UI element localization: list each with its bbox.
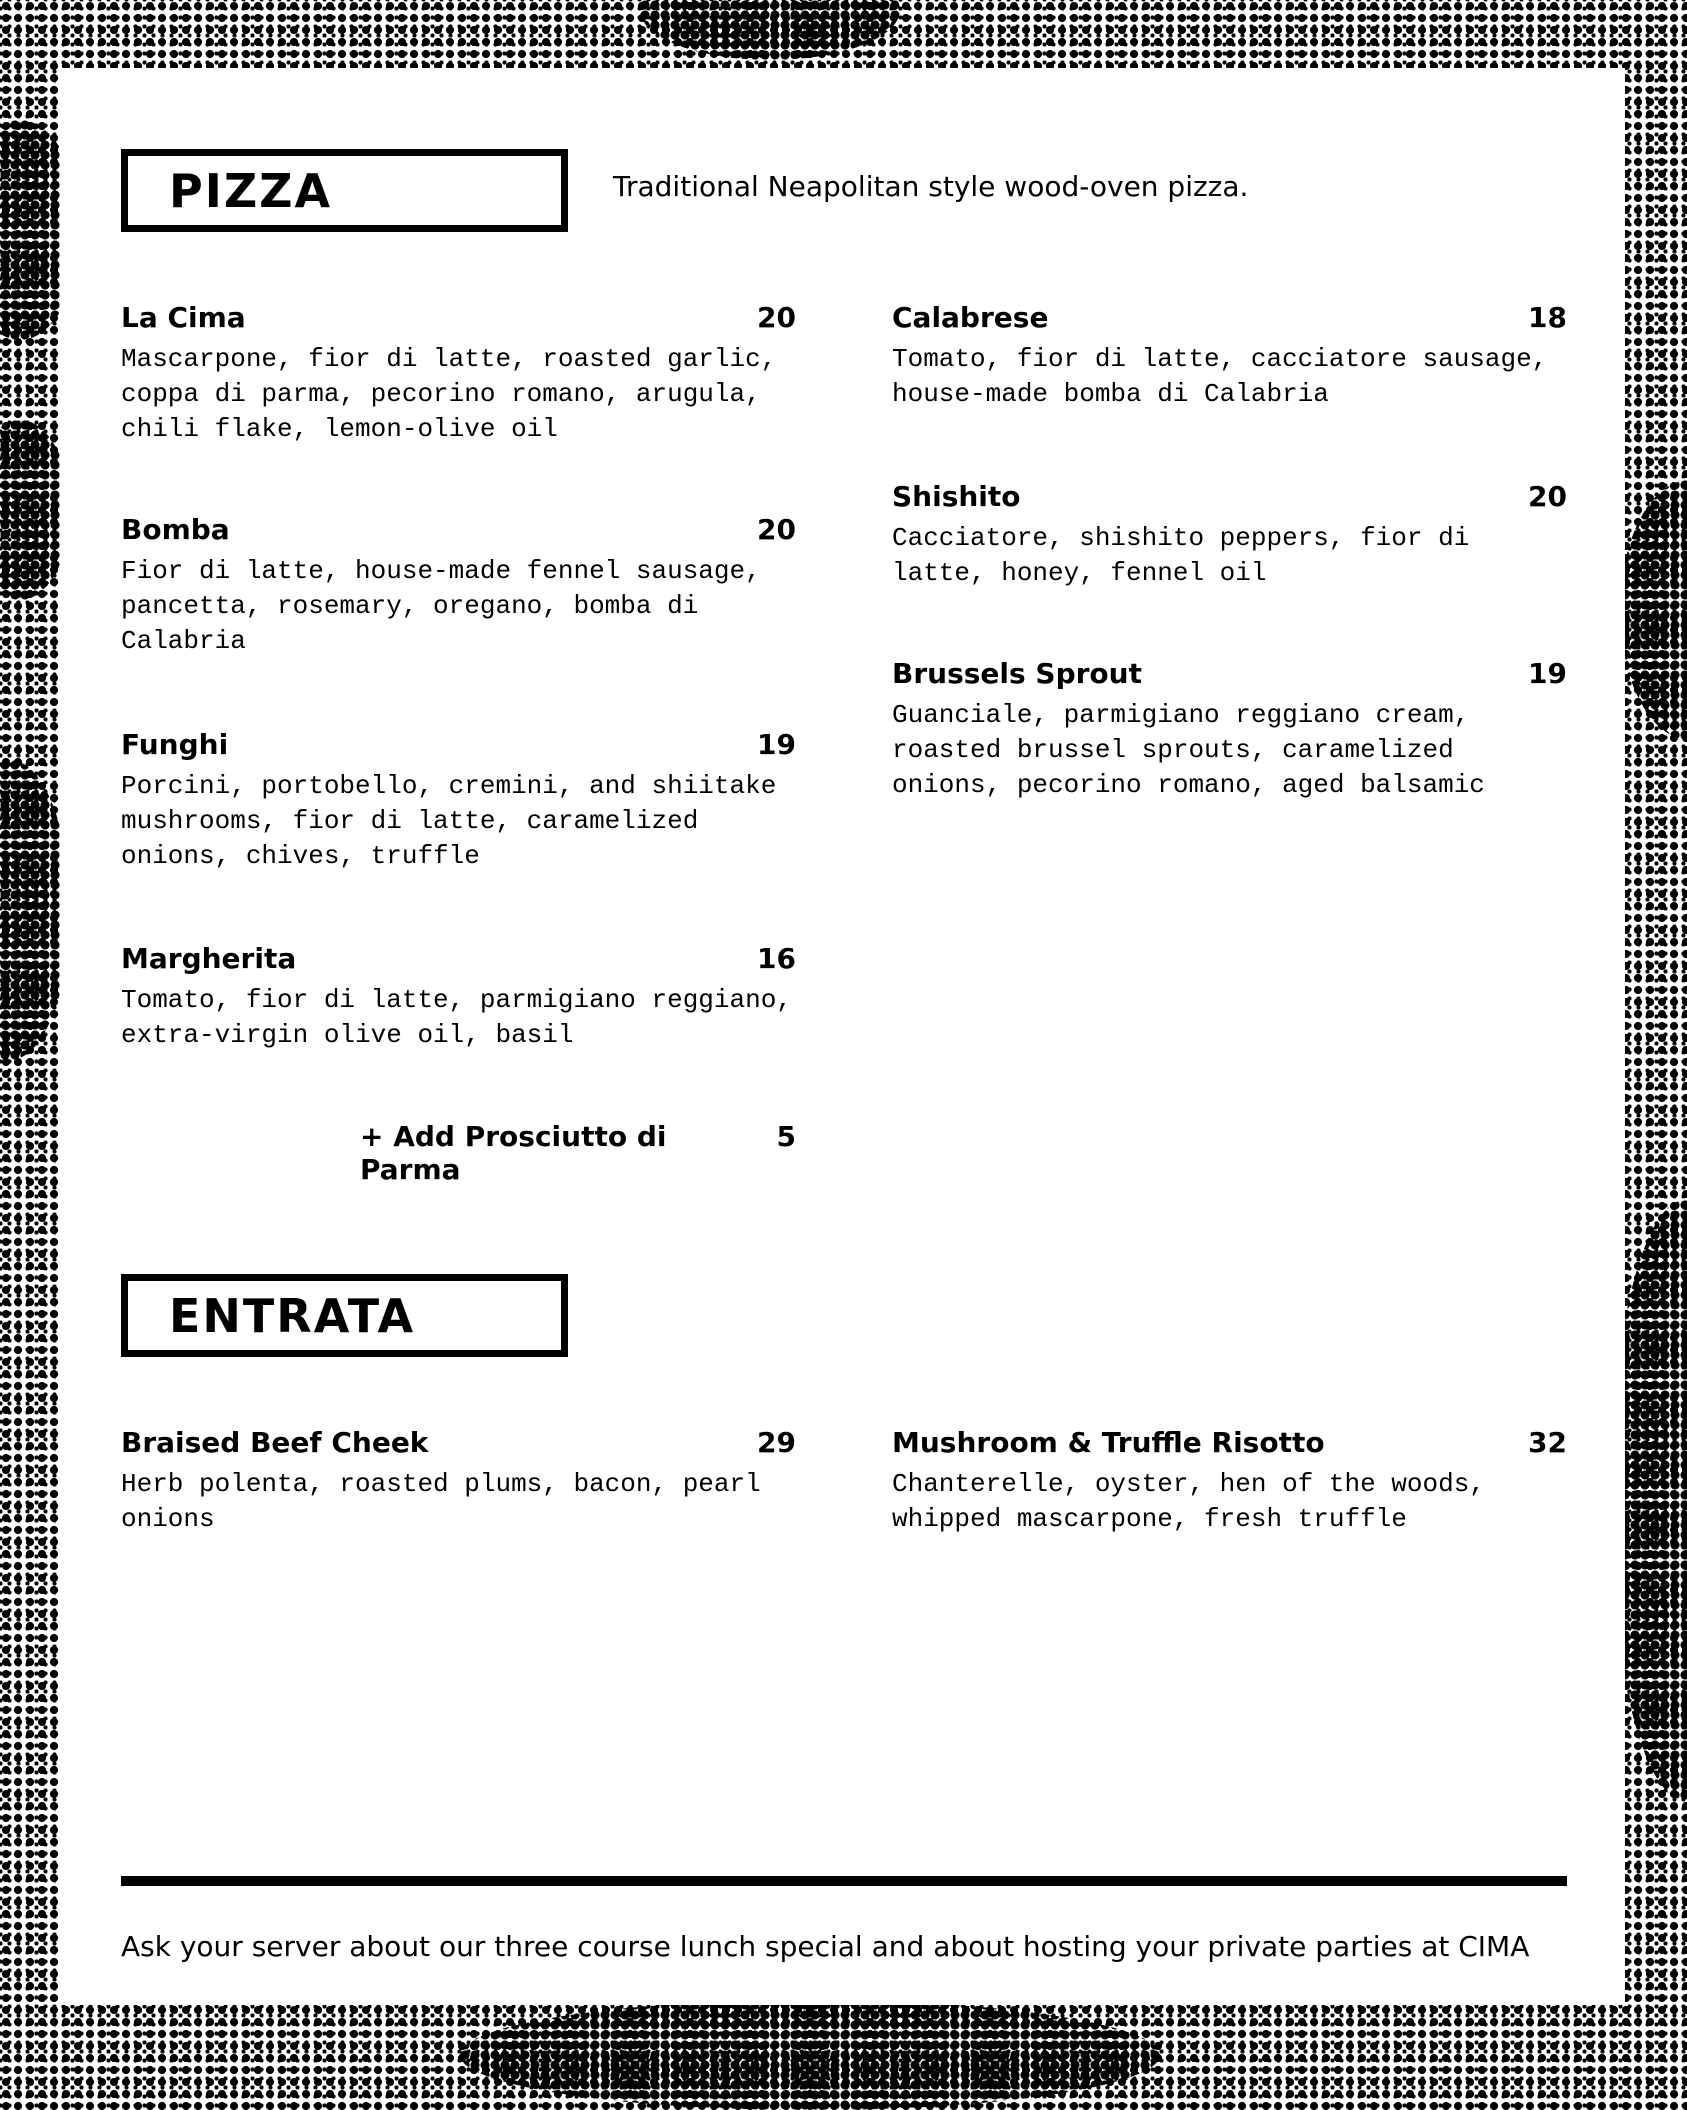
menu-item [121, 941, 796, 1053]
menu-item [121, 727, 796, 874]
item-price: 29 [757, 1426, 796, 1459]
item-price: 20 [1528, 480, 1567, 513]
item-name: Mushroom & Truffle Risotto [892, 1426, 1325, 1459]
halftone-texture [1620, 480, 1687, 740]
item-price: 16 [757, 942, 796, 975]
addon-label: + Add Prosciutto di Parma [360, 1120, 667, 1186]
halftone-texture [640, 0, 900, 60]
menu-item [892, 656, 1567, 803]
menu-item [121, 1425, 796, 1537]
item-price: 20 [757, 513, 796, 546]
item-description: Guanciale, parmigiano reggiano cream, roasted brussel sprouts, caramelized onions, pecorino romano, aged balsamic [892, 700, 1485, 800]
menu-item [121, 300, 796, 447]
item-description: Tomato, fior di latte, parmigiano reggiano, extra-virgin olive oil, basil [121, 985, 792, 1050]
entrata-section-title: ENTRATA [121, 1274, 568, 1357]
addon-price: 5 [776, 1120, 796, 1153]
item-price: 18 [1528, 301, 1567, 334]
item-name: Braised Beef Cheek [121, 1426, 429, 1459]
item-description: Herb polenta, roasted plums, bacon, pearl onions [121, 1469, 761, 1534]
menu-item [892, 300, 1567, 412]
item-price: 19 [1528, 657, 1567, 690]
item-name: Funghi [121, 728, 229, 761]
menu-item [892, 479, 1567, 591]
item-name: Margherita [121, 942, 297, 975]
item-description: Fior di latte, house-made fennel sausage, pancetta, rosemary, oregano, bomba di Calabria [121, 556, 761, 656]
item-description: Tomato, fior di latte, cacciatore sausage, house-made bomba di Calabria [892, 344, 1548, 409]
addon-line [360, 1120, 796, 1186]
item-name: Bomba [121, 513, 230, 546]
footer-divider [121, 1876, 1567, 1886]
menu-item [892, 1425, 1567, 1537]
pizza-section-description: Traditional Neapolitan style wood-oven pizza. [613, 170, 1249, 203]
item-description: Porcini, portobello, cremini, and shiitake mushrooms, fior di latte, caramelized onions, chives, truffle [121, 771, 777, 871]
item-name: Brussels Sprout [892, 657, 1142, 690]
pizza-section-title: PIZZA [121, 149, 568, 232]
item-description: Chanterelle, oyster, hen of the woods, whipped mascarpone, fresh truffle [892, 1469, 1485, 1534]
item-name: Calabrese [892, 301, 1049, 334]
item-price: 20 [757, 301, 796, 334]
item-name: Shishito [892, 480, 1021, 513]
item-price: 19 [757, 728, 796, 761]
footer-note: Ask your server about our three course lunch special and about hosting your private parties at CIMA [121, 1930, 1530, 1963]
halftone-texture [460, 2000, 1160, 2110]
menu-page [60, 68, 1625, 2005]
item-description: Cacciatore, shishito peppers, fior di latte, honey, fennel oil [892, 523, 1470, 588]
item-price: 32 [1528, 1426, 1567, 1459]
menu-item [121, 512, 796, 659]
item-name: La Cima [121, 301, 246, 334]
item-description: Mascarpone, fior di latte, roasted garlic, coppa di parma, pecorino romano, arugula, chili flake, lemon-olive oil [121, 344, 777, 444]
